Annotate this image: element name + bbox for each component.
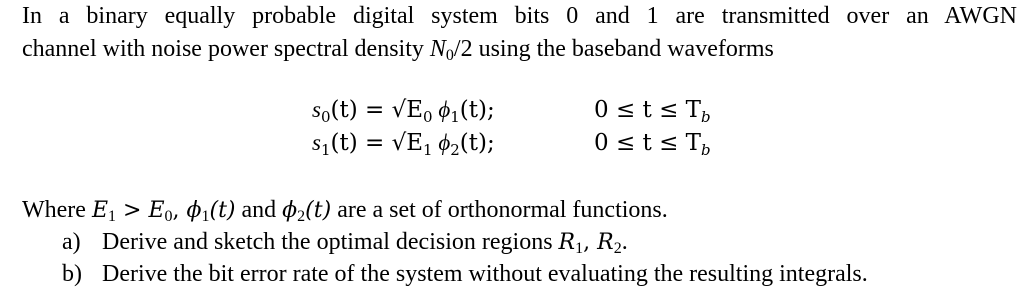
eq1-lhs-symbol: s bbox=[312, 97, 321, 122]
where-e1-subscript: 1 bbox=[108, 208, 117, 225]
item-a-r2: R bbox=[597, 230, 614, 255]
noise-psd-subscript: 0 bbox=[445, 47, 454, 64]
item-a-separator: , bbox=[583, 230, 598, 255]
noise-psd-tail: /2 bbox=[453, 36, 473, 62]
where-e0-subscript: 0 bbox=[164, 208, 173, 225]
noise-psd-symbol bbox=[430, 36, 473, 62]
item-a-r2-subscript: 2 bbox=[613, 240, 622, 257]
item-a-end: . bbox=[621, 229, 628, 255]
eq1-basis-symbol: ϕ bbox=[432, 97, 451, 122]
equation-s1-domain bbox=[594, 128, 711, 158]
where-greater-than: > bbox=[116, 198, 149, 223]
eq1-domain-subscript: b bbox=[701, 108, 711, 126]
intro-line-1: In a binary equally probable digital system bits 0 and 1 are transmitted over an AWGN bbox=[22, 3, 1017, 29]
eq2-lhs-subscript: 1 bbox=[320, 141, 331, 159]
where-comma: , bbox=[172, 198, 187, 223]
where-suffix: are a set of orthonormal functions. bbox=[331, 197, 668, 223]
item-a-r1: R bbox=[558, 230, 576, 255]
where-phi2-arg: (t) bbox=[305, 198, 332, 223]
eq1-tail: (t); bbox=[459, 97, 495, 123]
noise-psd-N: N bbox=[429, 36, 446, 62]
problem-intro bbox=[22, 0, 1017, 66]
where-phi2: ϕ bbox=[282, 198, 298, 223]
eq1-energy-subscript: 0 bbox=[423, 108, 433, 126]
item-a-label: a) bbox=[62, 229, 81, 255]
orthonormal-statement bbox=[22, 194, 668, 227]
where-phi2-subscript: 2 bbox=[297, 208, 306, 225]
where-e0: E bbox=[148, 198, 165, 223]
where-e1: E bbox=[91, 198, 109, 223]
item-a-r1-subscript: 1 bbox=[575, 240, 584, 257]
item-b-label: b) bbox=[62, 261, 82, 287]
equation-s0 bbox=[312, 95, 495, 125]
where-phi1-subscript: 1 bbox=[201, 208, 210, 225]
eq2-basis-subscript: 2 bbox=[450, 141, 460, 159]
equation-s1 bbox=[312, 128, 495, 158]
eq2-tail: (t); bbox=[459, 130, 495, 156]
question-item-a bbox=[62, 226, 628, 259]
where-phi1: ϕ bbox=[186, 198, 202, 223]
where-and: and bbox=[235, 197, 283, 223]
eq1-domain: 0 ≤ t ≤ T bbox=[594, 97, 702, 123]
question-item-b bbox=[62, 258, 868, 290]
item-a-text: Derive and sketch the optimal decision regions bbox=[102, 229, 559, 255]
item-b-text: Derive the bit error rate of the system without evaluating the resulting integrals. bbox=[102, 261, 868, 287]
eq2-energy-subscript: 1 bbox=[423, 141, 433, 159]
where-prefix: Where bbox=[22, 197, 92, 223]
eq2-lhs-symbol: s bbox=[312, 130, 321, 155]
intro-line-2-text-b: using the baseband waveforms bbox=[472, 36, 774, 62]
equation-s0-domain bbox=[594, 95, 711, 125]
eq1-lhs-subscript: 0 bbox=[320, 108, 331, 126]
eq1-sqrt-energy: (t) = √E bbox=[330, 97, 424, 123]
intro-line-2-text-a: channel with noise power spectral density bbox=[22, 36, 430, 62]
eq2-sqrt-energy: (t) = √E bbox=[330, 130, 424, 156]
eq2-domain: 0 ≤ t ≤ T bbox=[594, 130, 702, 156]
intro-line-2 bbox=[22, 33, 1017, 66]
eq2-basis-symbol: ϕ bbox=[432, 130, 451, 155]
eq2-domain-subscript: b bbox=[701, 141, 711, 159]
where-phi1-arg: (t) bbox=[209, 198, 236, 223]
eq1-basis-subscript: 1 bbox=[450, 108, 460, 126]
